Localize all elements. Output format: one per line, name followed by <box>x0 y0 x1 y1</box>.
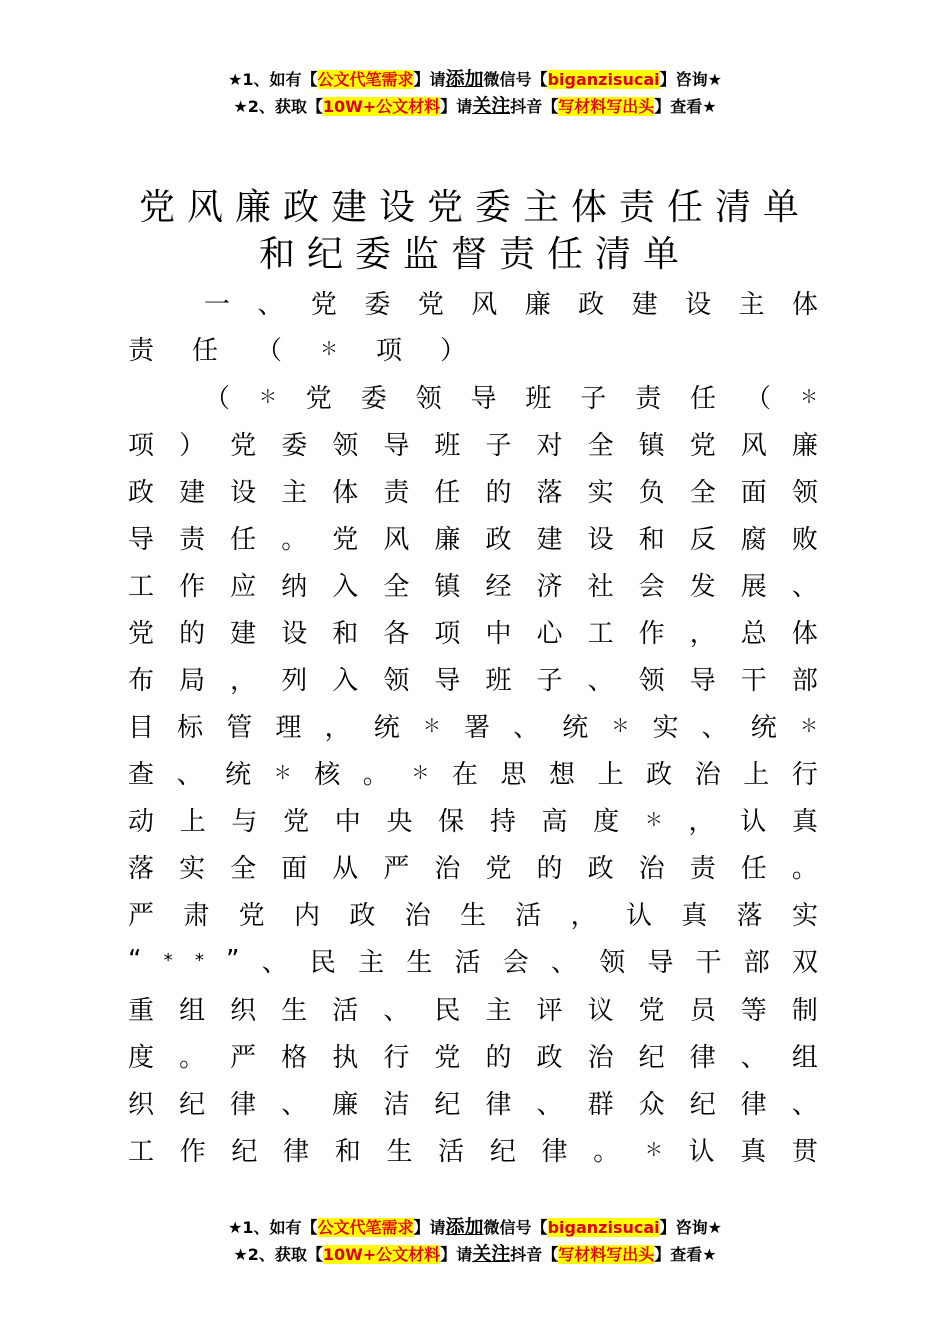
body-line: （ ＊ 党 委 领 导 班 子 责 任 （ ＊ <box>204 383 818 414</box>
body-line: 一 、 党 委 党 风 廉 政 建 设 主 体 <box>204 289 818 320</box>
body-line: “ * * ” 、 民 主 生 活 会 、 领 导 干 部 双 <box>128 945 818 978</box>
banner-line-2: ★2、获取【10W+公文材料】请关注抖音【写材料写出头】查看★ <box>233 1243 717 1265</box>
body-line: 工 作 应 纳 入 全 镇 经 济 社 会 发 展 、 <box>128 571 818 602</box>
body-line: 导 责 任 。 党 风 廉 政 建 设 和 反 腐 败 <box>128 524 818 555</box>
body-line: 织 纪 律 、 廉 洁 纪 律 、 群 众 纪 律 、 <box>128 1089 818 1120</box>
highlight-materials: 10W+公文材料 <box>322 97 441 116</box>
body-line: 政 建 设 主 体 责 任 的 落 实 负 全 面 领 <box>128 477 818 508</box>
highlight-wechat-id: biganzisucai <box>547 1218 660 1237</box>
highlight-service: 公文代笔需求 <box>317 1218 414 1237</box>
highlight-service: 公文代笔需求 <box>317 70 414 89</box>
body-line: 党 的 建 设 和 各 项 中 心 工 作 ， 总 体 <box>128 618 818 649</box>
banner-line-1: ★1、如有【公文代笔需求】请添加微信号【biganzisucai】咨询★ <box>228 1216 722 1238</box>
body-line: 布 局 ， 列 入 领 导 班 子 、 领 导 干 部 <box>128 665 818 696</box>
document-title-line-2: 和纪委监督责任清单 <box>258 234 691 275</box>
body-line: 责 任 （ ＊ 项 ） <box>128 335 467 366</box>
highlight-wechat-id: biganzisucai <box>547 70 660 89</box>
body-line: 度 。 严 格 执 行 党 的 政 治 纪 律 、 组 <box>128 1042 818 1073</box>
body-line: 项 ） 党 委 领 导 班 子 对 全 镇 党 风 廉 <box>128 430 818 461</box>
body-line: 严 肃 党 内 政 治 生 活 ， 认 真 落 实 <box>128 900 818 931</box>
header-banner <box>0 66 950 120</box>
banner-line-2: ★2、获取【10W+公文材料】请关注抖音【写材料写出头】查看★ <box>233 95 717 117</box>
document-title-line-1: 党风廉政建设党委主体责任清单 <box>138 187 811 228</box>
body-line: 查 、 统 ＊ 核 。 ＊ 在 思 想 上 政 治 上 行 <box>128 759 818 790</box>
footer-banner <box>0 1214 950 1268</box>
highlight-douyin: 写材料写出头 <box>558 97 655 116</box>
highlight-materials: 10W+公文材料 <box>322 1245 441 1264</box>
body-line: 重 组 织 生 活 、 民 主 评 议 党 员 等 制 <box>128 995 818 1026</box>
body-line: 工 作 纪 律 和 生 活 纪 律 。 ＊ 认 真 贯 <box>128 1136 818 1167</box>
body-line: 落 实 全 面 从 严 治 党 的 政 治 责 任 。 <box>128 853 818 884</box>
body-line: 动 上 与 党 中 央 保 持 高 度 ＊ ， 认 真 <box>128 806 818 837</box>
highlight-douyin: 写材料写出头 <box>558 1245 655 1264</box>
body-line: 目 标 管 理 ， 统 ＊ 署 、 统 ＊ 实 、 统 ＊ <box>128 712 818 743</box>
banner-line-1: ★1、如有【公文代笔需求】请添加微信号【biganzisucai】咨询★ <box>228 68 722 90</box>
